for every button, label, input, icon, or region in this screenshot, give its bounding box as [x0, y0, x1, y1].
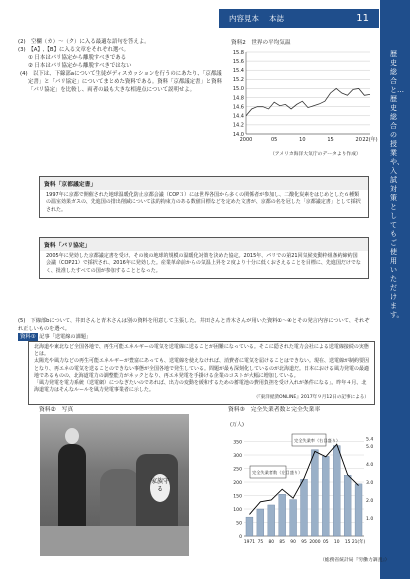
- question-3-option-1: ① 日本はパリ協定から離脱すべきである: [28, 55, 127, 61]
- chart-bar: [246, 517, 253, 536]
- graph-ytick: 15.4: [232, 68, 244, 75]
- chart-ytick: 250: [233, 467, 242, 473]
- chart-bar: [290, 500, 297, 536]
- source-1-title: 記事「送電線の課題」: [39, 334, 92, 340]
- graph-xtick: 22(年): [362, 137, 378, 143]
- chart-xtick: 80: [268, 540, 275, 545]
- header-sub: 本誌: [269, 14, 284, 23]
- article-body-1: 北海道や東北など全国各地で、再生可能エネルギーの電気を送電線に送ることが困難になっている。そこに隠された電力会社による送電線接続の実態とは。: [34, 344, 369, 358]
- chart-xtick: 1971: [243, 540, 256, 545]
- box-kyoto-body: 1997年に京都で開催された地球温暖化防止京都会議（COP３）には世界各国から多くの関係者が参加し、二酸化炭素をはじめとした６種類の温室効果ガスの、先進国の排出削減について法的拘束力のある数値目標などを定めた文書が、京都の名を冠した「京都議定書」として採択された。: [46, 192, 361, 213]
- chart-bar: [333, 446, 340, 536]
- chart-xtick: 15: [344, 540, 351, 545]
- graph-ytick: 15.8: [232, 49, 244, 56]
- page-number: 11: [356, 13, 369, 24]
- sidebar-text: 歴史総合と…歴史総合の授業や、入試対策としてもご使用いただけます。: [390, 50, 404, 319]
- chart-ylabel: (万人): [230, 422, 244, 428]
- section-5: [18, 317, 373, 405]
- graph-xtick: 20: [355, 137, 362, 143]
- chart-rtick: 5.0: [366, 444, 374, 450]
- graph-ytick: 15.6: [232, 58, 244, 65]
- box-kyoto: [39, 176, 369, 218]
- chart-ytick: 50: [236, 521, 242, 527]
- chart-rtick: 1.0: [366, 516, 374, 522]
- graph-ytick: 14.2: [232, 122, 244, 129]
- box-paris-title: 資料「パリ協定」: [40, 238, 368, 251]
- chart-legend-rate: 完全失業率（右目盛り）: [294, 438, 341, 443]
- chart-xtick: 10: [333, 540, 340, 545]
- chart-xtick: 90: [290, 540, 296, 545]
- graph-ytick: 14.8: [232, 95, 244, 102]
- sidebar-band: [380, 0, 410, 579]
- chart-bar: [311, 450, 318, 536]
- chart-rtick: 5.4: [366, 437, 374, 443]
- graph-xtick: 05: [270, 137, 278, 143]
- chart-ytick: 200: [233, 480, 242, 486]
- chart-xtick: 85: [279, 540, 285, 545]
- chart-bar: [344, 475, 351, 536]
- question-2: (2) 空欄（カ）〜（ク）に入る最適な語句を答えよ。: [18, 39, 150, 45]
- question-5: (5) 下線部bについて、井田さんと青木さんは別の資料を用意して主張した。井田さんと青木さんが用いた資料①〜④とその発言内容について、それぞれ正しいものを選べ。: [18, 318, 370, 332]
- chart-xtick: 05: [323, 540, 329, 545]
- article-body-3: 「風力発電を電力系統（送電網）につなぎたいのであれば、出力の変動を緩和するための蓄電池の費用負担を受け入れが条件になる」。昨年４月、北海道電力はそんなルールを風力発電事業者に示した。: [34, 380, 367, 394]
- chart-bar: [301, 479, 308, 536]
- box-paris: [39, 237, 369, 279]
- graph-ytick: 15.0: [232, 86, 244, 93]
- chart-bar: [279, 494, 286, 536]
- page-header: [219, 9, 379, 28]
- source-tag-1: 資料①: [20, 334, 36, 340]
- graph-note: （アメリカ海洋大気庁のデータより作成）: [270, 152, 361, 157]
- graph-xtick: 15: [327, 137, 334, 143]
- question-3-option-2: ② 日本はパリ協定から離脱すべきではない: [28, 63, 132, 69]
- temperature-graph: [226, 46, 376, 150]
- chart-bar: [257, 509, 264, 536]
- chart-bar: [322, 456, 329, 536]
- chart-ytick: 0: [239, 534, 242, 540]
- chart-ytick: 100: [233, 507, 242, 513]
- chart-bar: [355, 484, 362, 536]
- box-paris-body: 2005年に発効した京都議定書を受け、その後の地球的規模の温暖化対策を決めた協定。2015年、パリでの第21回気候変動枠組条約締約国会議（COP21）で採択され、2016年に発効した。産業革命前からの気温上昇を２度より十分に低くおさえることを目標に、先進国だけでなく、批准したすべての国が参加することとなった。: [46, 253, 361, 274]
- chart-ytick: 150: [233, 494, 242, 500]
- chart-xtick: 21(年): [351, 540, 366, 545]
- graph-ytick: 14.4: [232, 113, 244, 120]
- graph-ytick: 14.0: [232, 131, 244, 138]
- graph-title: 資料2 世界の平均気温: [231, 40, 291, 46]
- chart-rtick: 2.0: [366, 498, 374, 504]
- chart-xtick: 2000: [309, 540, 321, 545]
- chart-rtick: 3.0: [366, 480, 374, 486]
- chart-rtick: 4.0: [366, 462, 374, 468]
- chart-source: （総務省統計局『労働力調査』）: [320, 558, 390, 563]
- article-box: [28, 341, 375, 405]
- header-section: 内容見本: [229, 14, 259, 23]
- graph-xtick: 10: [299, 137, 306, 143]
- chart-xtick: 95: [301, 540, 307, 545]
- chart-ytick: 300: [233, 453, 242, 459]
- question-list: [18, 38, 223, 94]
- graph-ytick: 15.2: [232, 77, 244, 84]
- protest-photo: [40, 414, 189, 556]
- graph-series-line: [246, 88, 370, 115]
- box-kyoto-title: 資料「京都議定書」: [40, 177, 368, 190]
- graph-xtick: 2000: [239, 137, 253, 143]
- graph-ytick: 14.6: [232, 104, 244, 111]
- chart-xtick: 75: [257, 540, 264, 545]
- photo-title: 資料② 写真: [39, 407, 74, 413]
- chart-bar: [268, 505, 275, 536]
- chart-ytick: 350: [233, 440, 242, 446]
- article-body-2: 太陽光や風力などの再生可能エネルギーが豊富にあっても、送電線を使えなければ、消費者に電気を届けることはできない。現在、送電線が制約要因となり、再エネの電気を送ることのできない事態が全国各地で発生している。問題が最も深刻化しているのが北海道だ。日本における風力発電の最適地であるものの、北海道電力の調整能力がネックとなり、再エネ発電を手掛ける企業のコストが大幅に増加している。: [34, 358, 370, 379]
- protest-sign: 家族守る: [150, 474, 170, 502]
- chart-title: 資料③ 完全失業者数と完全失業率: [228, 407, 321, 413]
- question-4: (4) 以下は、下線部aについて生徒がディスカッションを行うのにあたり、「京都議定書」と「パリ協定」についてまとめた資料である。資料「京都議定書」と資料「パリ協定」を比較し、両者の最も大きな相違点について説明せよ。: [20, 71, 222, 93]
- question-3: (3) 【A】,【B】に入る文章をそれぞれ選べ。: [18, 47, 130, 53]
- article-source: （『東洋経済ONLINE』2017年９月12日の記事による）: [253, 395, 369, 401]
- chart-legend-count: 完全失業者数（左目盛り）: [252, 470, 303, 475]
- unemployment-chart: [226, 414, 376, 552]
